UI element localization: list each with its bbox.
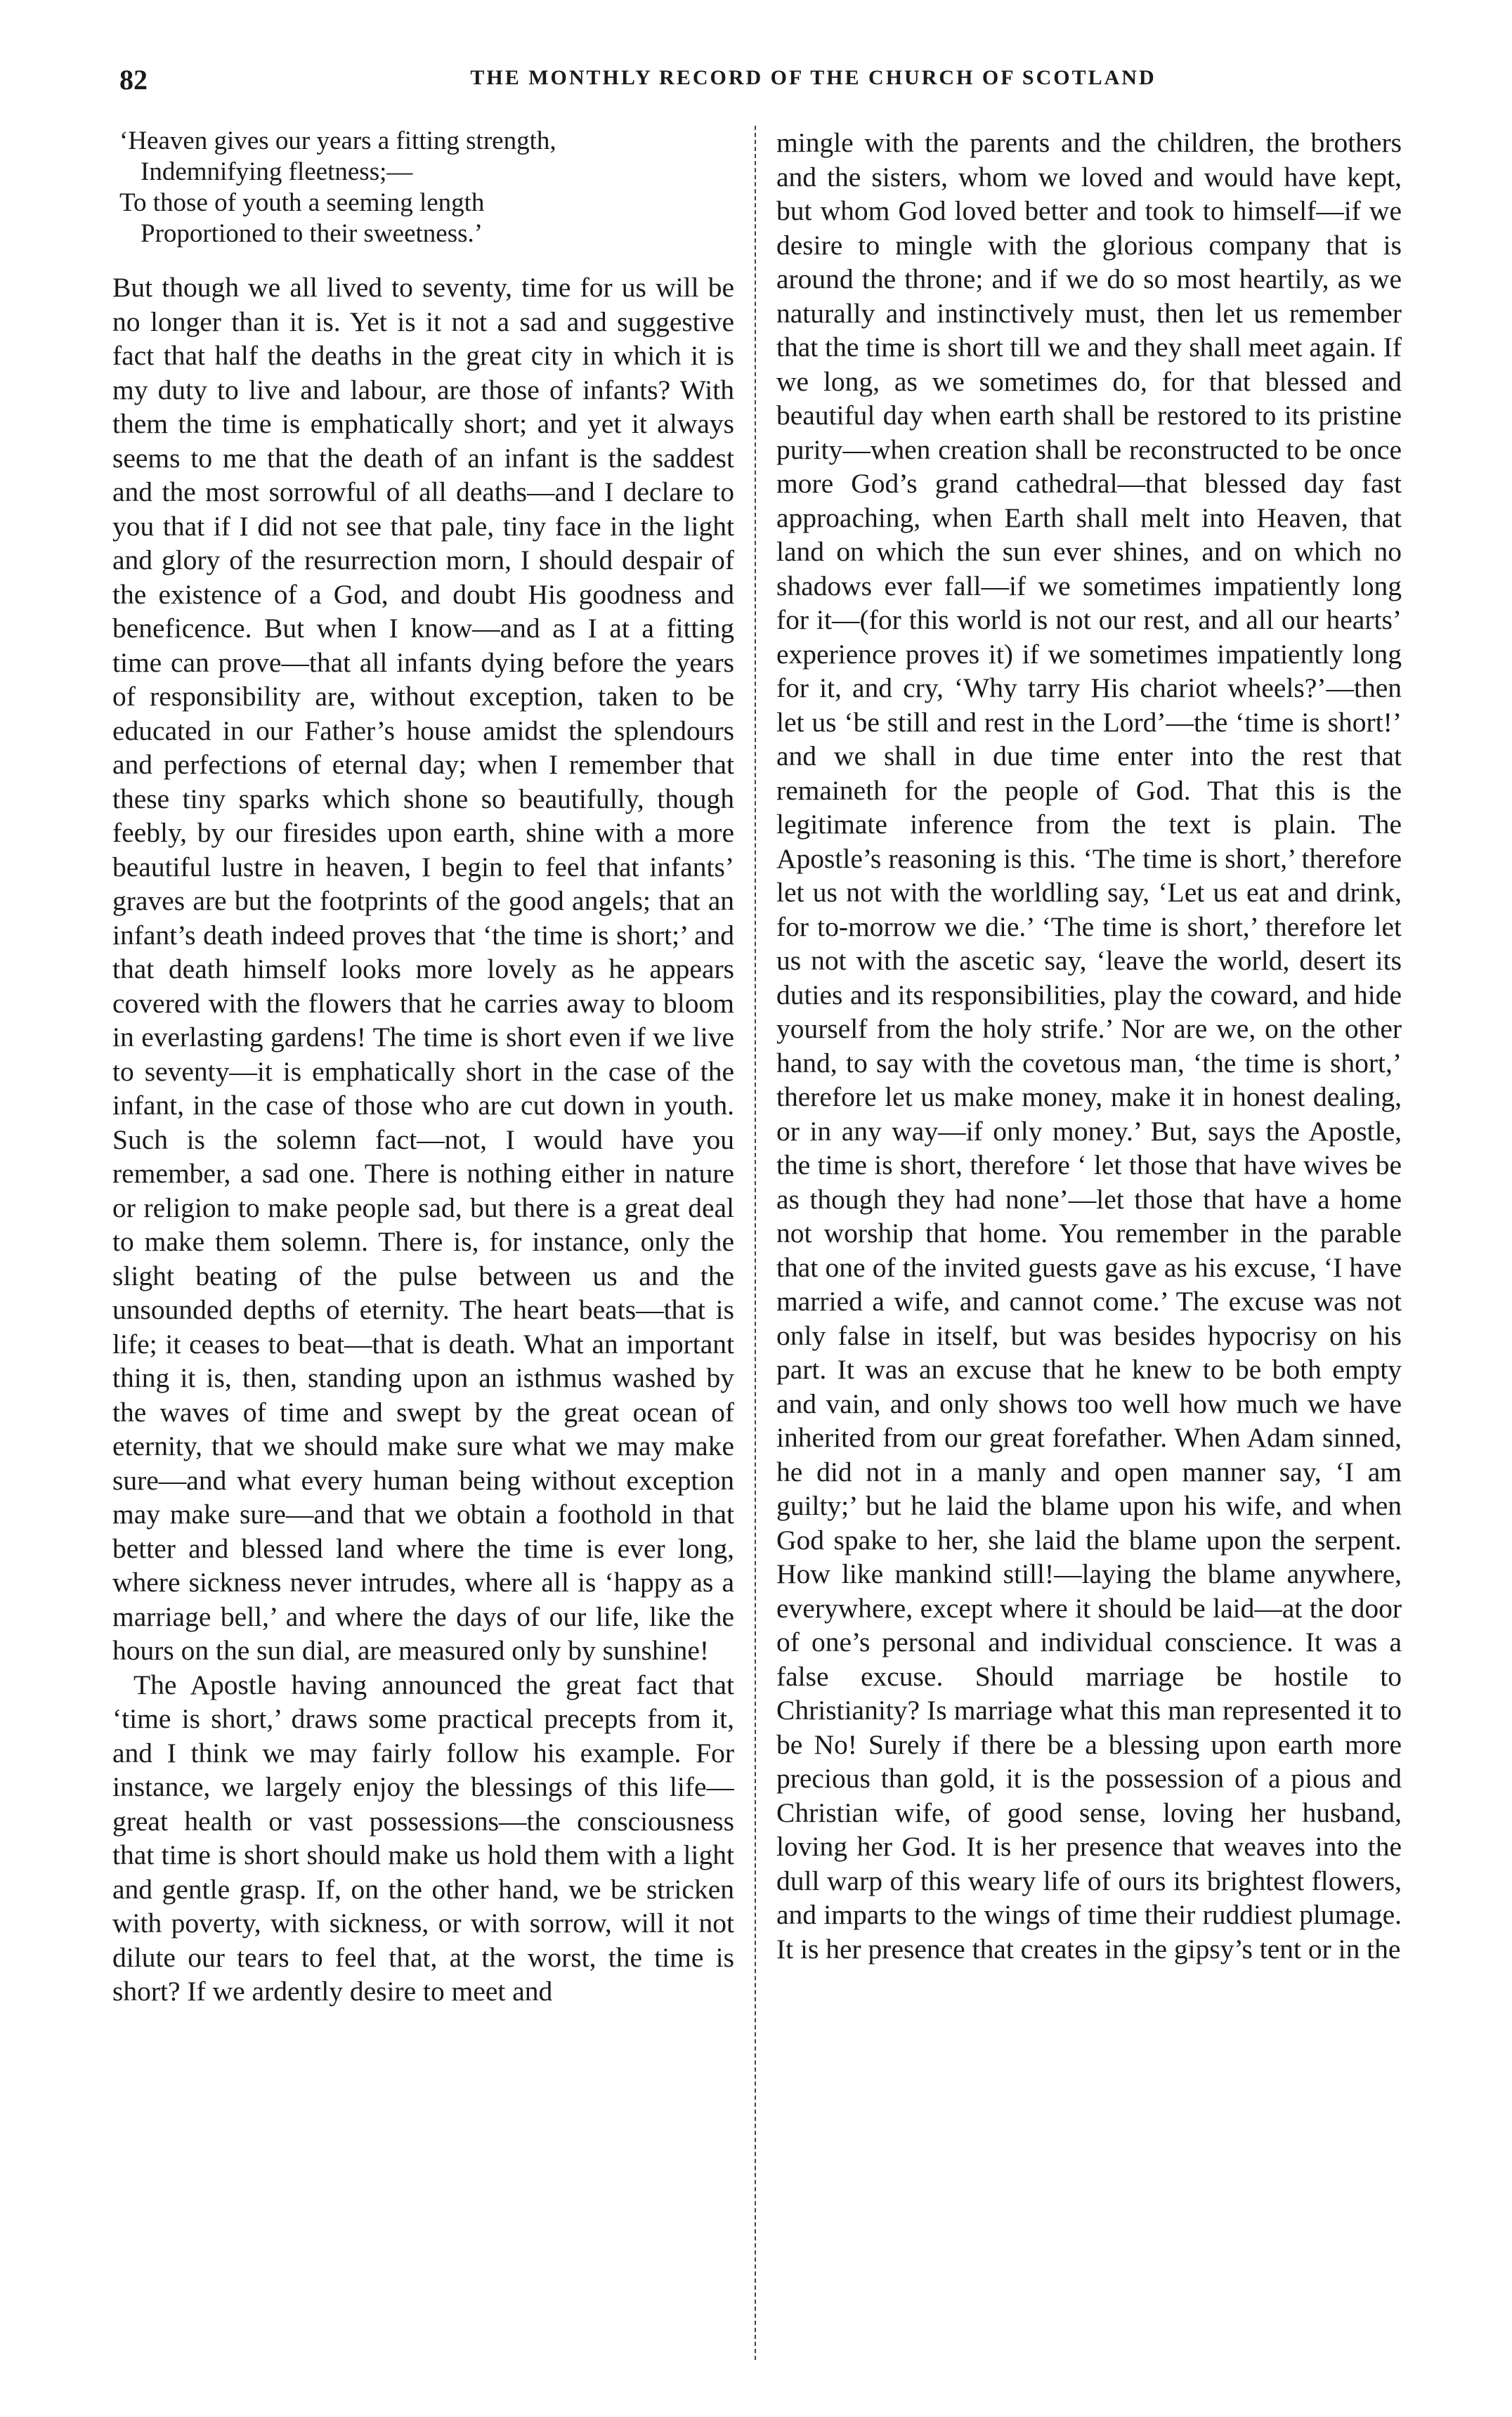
- page-number: 82: [119, 64, 148, 96]
- body-paragraph: But though we all lived to seventy, time for us will be no longer than it is. Yet is it not a sad and suggestive fact that half the deaths in the great city in which it is my duty to live and labour, are those of infants? With them the time is emphatically short; and yet it always seems to me that the death of an infant is the saddest and the most sorrowful of all deaths—and I declare to you that if I did not see that pale, tiny face in the light and glory of the resurrection morn, I should despair of the existence of a God, and doubt His goodness and beneficence. But when I know—and as I at a fitting time can prove—that all infants dying before the years of responsibility are, without exception, taken to be educated in our Father’s house amidst the splendours and perfections of eternal day; when I remember that these tiny sparks which shone so beautifully, though feebly, by our firesides upon earth, shine with a more beautiful lustre in heaven, I begin to feel that infants’ graves are but the footprints of the good angels; that an infant’s death indeed proves that ‘the time is short;’ and that death himself looks more lovely as he appears covered with the flowers that he carries away to bloom in everlasting gardens! The time is short even if we live to seventy—it is emphatically short in the case of the infant, in the case of those who are cut down in youth. Such is the solemn fact—not, I would have you remember, a sad one. There is nothing either in nature or religion to make people sad, but there is a great deal to make them solemn. There is, for instance, only the slight beating of the pulse between us and the unsounded depths of eternity. The heart beats—that is life; it ceases to beat—that is death. What an important thing it is, then, standing upon an isthmus washed by the waves of time and swept by the great ocean of eternity, that we should make sure what we may make sure—and what every human being without exception may make sure—and that we obtain a foothold in that better and blessed land where the time is ever long, where sickness never intrudes, where all is ‘happy as a marriage bell,’ and where the days of our life, like the hours on the sun dial, are measured only by sunshine!: [112, 272, 734, 1666]
- poem-quotation: [112, 126, 734, 249]
- page-header: [105, 59, 1409, 108]
- running-title: THE MONTHLY RECORD OF THE CHURCH OF SCOTLAND: [470, 66, 1156, 89]
- poem-line: Indemnifying fleetness;—: [141, 157, 413, 186]
- body-paragraph: The Apostle having announced the great fact that ‘time is short,’ draws some practical precepts from it, and I think we may fairly follow his example. For instance, we largely enjoy the blessings of this life—great health or vast possessions—the consciousness that time is short should make us hold them with a light and gentle grasp. If, on the other hand, we be stricken with poverty, with sickness, or with sorrow, will it not dilute our tears to feel that, at the worst, the time is short? If we ardently desire to meet and: [112, 1669, 734, 2007]
- poem-line: Proportioned to their sweetness.’: [141, 219, 483, 248]
- text-columns: [105, 126, 1409, 2374]
- column-divider: [755, 126, 756, 2360]
- right-column: [776, 126, 1402, 2367]
- page: [105, 59, 1409, 2378]
- poem-line: To those of youth a seeming length: [119, 188, 485, 217]
- body-paragraph: mingle with the parents and the children, the brothers and the sisters, whom we loved and would have kept, but whom God loved better and took to himself—if we desire to mingle with the glorious company that is around the throne; and if we do so most heartily, as we naturally and instinctively must, then let us remember that the time is short till we and they shall meet again. If we long, as we sometimes do, for that blessed and beautiful day when earth shall be restored to its pristine purity—when creation shall be reconstructed to be once more God’s grand cathedral—that blessed day fast approaching, when Earth shall melt into Heaven, that land on which the sun ever shines, and on which no shadows ever fall—if we sometimes impatiently long for it—(for this world is not our rest, and all our hearts’ experience proves it) if we sometimes impatiently long for it, and cry, ‘Why tarry His chariot wheels?’—then let us ‘be still and rest in the Lord’—the ‘time is short!’ and we shall in due time enter into the rest that remaineth for the people of God. That this is the legitimate inference from the text is plain. The Apostle’s reasoning is this. ‘The time is short,’ therefore let us not with the worldling say, ‘Let us eat and drink, for to-morrow we die.’ ‘The time is short,’ therefore let us not with the ascetic say, ‘leave the world, desert its duties and its responsibilities, play the coward, and hide yourself from the holy strife.’ Nor are we, on the other hand, to say with the covetous man, ‘the time is short,’ therefore let us make money, make it in honest dealing, or in any way—if only money.’ But, says the Apostle, the time is short, therefore ‘ let those that have wives be as though they had none’—let those that have a home not worship that home. You remember in the parable that one of the invited guests gave as his excuse, ‘I have married a wife, and cannot come.’ The excuse was not only false in itself, but was besides hypocrisy on his part. It was an excuse that he knew to be both empty and vain, and only shows too well how much we have inherited from our great forefather. When Adam sinned, he did not in a manly and open manner say, ‘I am guilty;’ but he laid the blame upon his wife, and when God spake to her, she laid the blame upon the serpent. How like mankind still!—laying the blame anywhere, everywhere, except where it should be laid—at the door of one’s personal and individual conscience. It was a false excuse. Should marriage be hostile to Christianity? Is marriage what this man represented it to be No! Surely if there be a blessing upon earth more precious than gold, it is the possession of a pious and Christian wife, of good sense, loving her husband, loving her God. It is her presence that weaves into the dull warp of this weary life of ours its brightest flowers, and imparts to the wings of time their ruddiest plumage. It is her presence that creates in the gipsy’s tent or in the: [776, 127, 1402, 1965]
- left-column: [112, 126, 734, 2367]
- poem-line: ‘Heaven gives our years a fitting strength,: [119, 126, 556, 155]
